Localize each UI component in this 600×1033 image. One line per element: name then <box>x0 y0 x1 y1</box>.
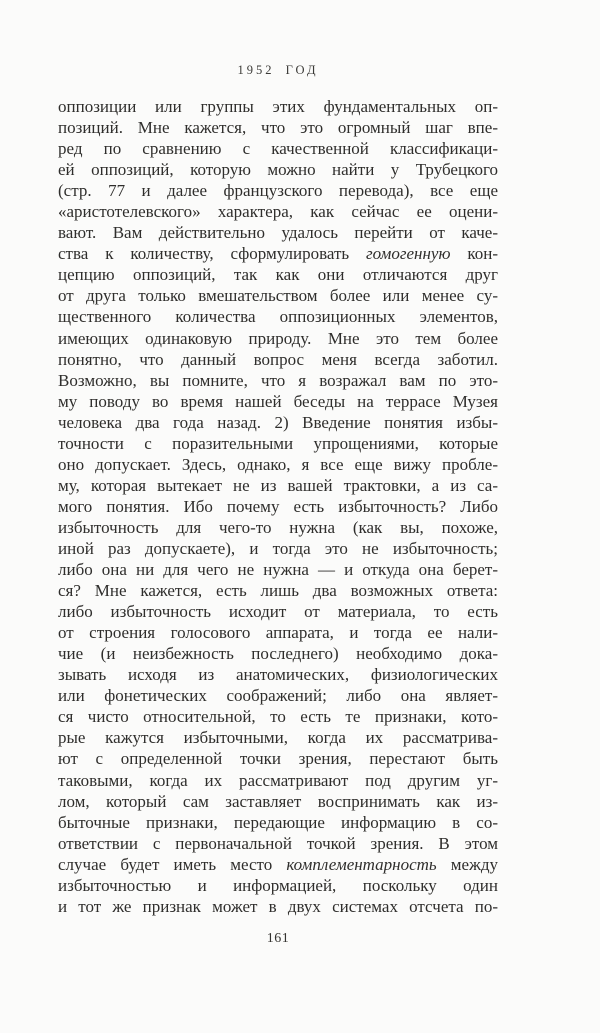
text-line: позиций. Мне кажется, что это огромный шаг впе- <box>58 118 498 138</box>
text-line: быточные признаки, передающие информацию в со- <box>58 812 498 832</box>
text-line: человека два года назад. 2) Введение понятия избы- <box>58 412 498 432</box>
text-line: Возможно, вы помните, что я возражал вам по это- <box>58 370 498 390</box>
text-line: цепцию оппозиций, так как они отличаются друг <box>58 265 498 285</box>
text-segment: между <box>436 854 498 874</box>
text-line: рые кажутся избыточными, когда их рассматрива- <box>58 728 498 748</box>
text-line: понятно, что данный вопрос меня всегда заботил. <box>58 349 498 369</box>
text-line: ей оппозиций, которую можно найти у Трубецкого <box>58 160 498 180</box>
text-line: и тот же признак может в двух системах отсчета по- <box>58 896 498 916</box>
text-line: ся чисто относительной, то есть те признаки, кото- <box>58 707 498 727</box>
text-line: вают. Вам действительно удалось перейти от каче- <box>58 223 498 243</box>
text-line: от строения голосового аппарата, и тогда ее нали- <box>58 623 498 643</box>
text-segment: ства к количеству, сформулировать <box>58 244 367 264</box>
text-line: мого понятия. Ибо почему есть избыточность? Либо <box>58 496 498 516</box>
text-line: точности с поразительными упрощениями, которые <box>58 433 498 453</box>
text-line: «аристотелевского» характера, как сейчас ее оцени- <box>58 202 498 222</box>
body-text <box>58 96 498 917</box>
text-line: от друга только вмешательством более или менее су- <box>58 286 498 306</box>
italic-term: комплементарность <box>286 854 437 874</box>
text-line <box>58 243 498 264</box>
text-line <box>58 854 498 875</box>
text-line: иной раз допускаете), и тогда это не избыточность; <box>58 538 498 558</box>
italic-term: гомогенную <box>366 244 451 264</box>
text-line: или фонетических соображений; либо она являет- <box>58 686 498 706</box>
text-segment: кон- <box>450 244 499 264</box>
text-line: ют с определенной точки зрения, перестают быть <box>58 749 498 769</box>
text-line: оппозиции или группы этих фундаментальных оп- <box>58 97 498 116</box>
text-line: избыточностью и информацией, поскольку один <box>58 875 498 895</box>
page-number: 161 <box>266 931 290 946</box>
text-line: ся? Мне кажется, есть лишь два возможных ответа: <box>58 581 498 601</box>
text-line: (стр. 77 и далее французского перевода), все еще <box>58 181 498 201</box>
text-line: ред по сравнению с качественной классификаци- <box>58 139 498 159</box>
text-line: либо избыточность исходит от материала, то есть <box>58 602 498 622</box>
text-line: оно допускает. Здесь, однако, я все еще вижу пробле- <box>58 454 498 474</box>
text-line: ответствии с первоначальной точкой зрения. В этом <box>58 833 498 853</box>
text-line: му, которая вытекает не из вашей трактовки, а из са- <box>58 475 498 495</box>
text-line: зывать исходя из анатомических, физиологических <box>58 665 498 685</box>
text-line: чие (и неизбежность последнего) необходимо дока- <box>58 644 498 664</box>
text-line: имеющих одинаковую природу. Мне это тем более <box>58 328 498 348</box>
running-head: 1952 ГОД <box>237 63 319 77</box>
text-line: му поводу во время нашей беседы на террасе Музея <box>58 391 498 411</box>
text-line: лом, который сам заставляет воспринимать как из- <box>58 791 498 811</box>
text-line: либо она ни для чего не нужна — и откуда она берет- <box>58 560 498 580</box>
text-segment: случае будет иметь место <box>58 854 287 874</box>
text-line: таковыми, когда их рассматривают под другим уг- <box>58 770 498 790</box>
text-line: щественного количества оппозиционных элементов, <box>58 307 498 327</box>
text-line: избыточность для чего-то нужна (как вы, похоже, <box>58 517 498 537</box>
